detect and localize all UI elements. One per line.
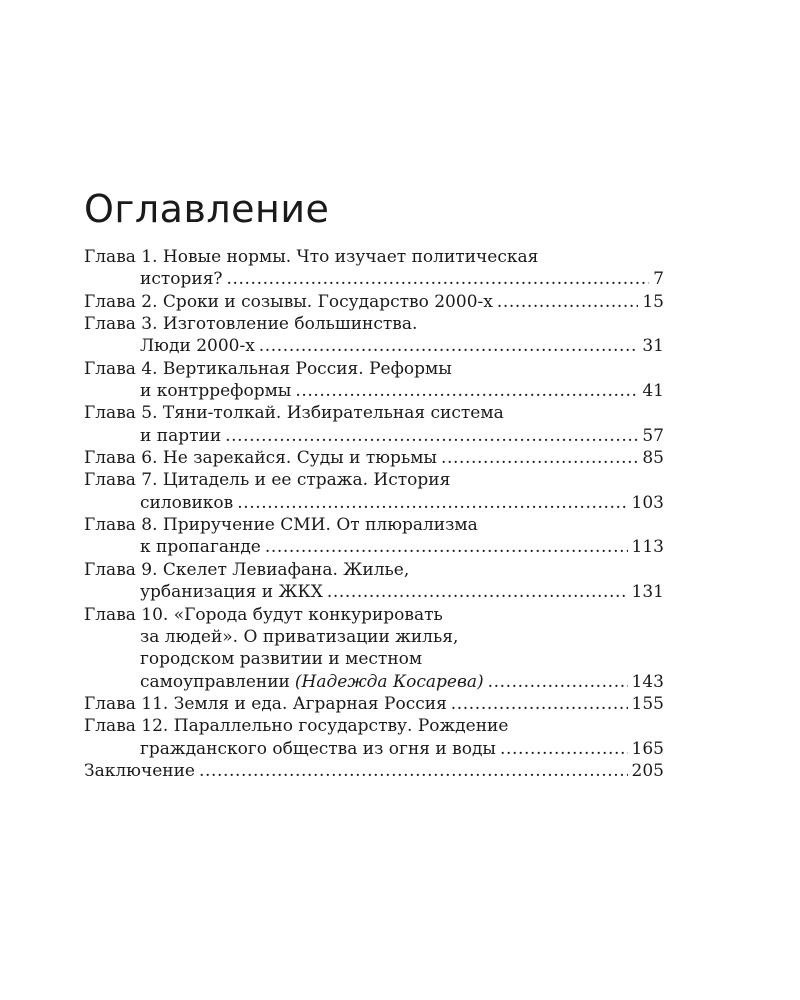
toc-entry[interactable] <box>84 604 664 693</box>
toc-entry-title-line <box>84 291 664 313</box>
dot-leader <box>225 425 638 447</box>
toc-page-number[interactable]: 131 <box>631 582 664 603</box>
toc-entry-text: Глава 9. Скелет Левиафана. Жилье, <box>84 559 410 580</box>
toc-entry-continuation-line <box>84 425 664 447</box>
dot-leader <box>500 738 628 760</box>
toc-entry-continuation-line <box>84 626 664 648</box>
toc-page-number[interactable]: 85 <box>642 448 664 469</box>
toc-entry-title-line <box>84 246 664 268</box>
toc-entry-continuation-line <box>84 335 664 357</box>
toc-entry-text: Заключение <box>84 760 195 781</box>
toc-entry-text: самоуправлении <box>140 671 290 692</box>
toc-entry-title-line <box>84 604 664 626</box>
toc-entry-title-line <box>84 559 664 581</box>
toc-entry[interactable] <box>84 291 664 313</box>
toc-entry-continuation-line <box>84 380 664 402</box>
toc-entry-text: Люди 2000-х <box>140 336 255 357</box>
toc-entry-text: к пропаганде <box>140 537 261 558</box>
toc-entry-text: Глава 3. Изготовление большинства. <box>84 314 418 335</box>
dot-leader <box>265 536 628 558</box>
toc-entry-text: Глава 4. Вертикальная Россия. Реформы <box>84 358 452 379</box>
toc-entry-text: Глава 6. Не зарекайся. Суды и тюрьмы <box>84 448 437 469</box>
toc-entry-continuation-line <box>84 536 664 558</box>
toc-page-number[interactable]: 143 <box>631 671 664 692</box>
dot-leader <box>441 447 638 469</box>
toc-entry-text: и партии <box>140 425 222 446</box>
toc-entry-text: Глава 8. Приручение СМИ. От плюрализма <box>84 515 478 536</box>
toc-page-number[interactable]: 31 <box>642 336 664 357</box>
dot-leader <box>451 693 628 715</box>
toc-entry-continuation-line <box>84 581 664 603</box>
toc-entry[interactable] <box>84 760 664 782</box>
toc-entry-continuation-line <box>84 268 664 290</box>
toc-entry-title-line <box>84 313 664 335</box>
toc-entry-title-line <box>84 402 664 424</box>
toc-page-number[interactable]: 57 <box>642 425 664 446</box>
toc-entry-title-line <box>84 760 664 782</box>
toc-entry-title-line <box>84 514 664 536</box>
toc-entry-text: Глава 12. Параллельно государству. Рождение <box>84 716 509 737</box>
toc-entry-text: гражданского общества из огня и воды <box>140 738 496 759</box>
toc-entry[interactable] <box>84 313 664 358</box>
toc-page-number[interactable]: 113 <box>631 537 664 558</box>
toc-entry[interactable] <box>84 469 664 514</box>
toc-entry-text: урбанизация и ЖКХ <box>140 582 323 603</box>
toc-entry-text: Глава 2. Сроки и созывы. Государство 2000-х <box>84 291 493 312</box>
toc-entry-title-line <box>84 715 664 737</box>
toc-entry-title-line <box>84 358 664 380</box>
toc-entry-text: и контрреформы <box>140 381 292 402</box>
toc-entry[interactable] <box>84 447 664 469</box>
toc-entry[interactable] <box>84 246 664 291</box>
toc-page-number[interactable]: 103 <box>631 492 664 513</box>
toc-entry-continuation-line <box>84 738 664 760</box>
toc-entry-continuation-line <box>84 492 664 514</box>
dot-leader <box>497 291 639 313</box>
toc-entry[interactable] <box>84 402 664 447</box>
toc-entry-continuation-line <box>84 648 664 670</box>
toc-page-number[interactable]: 7 <box>653 269 664 290</box>
dot-leader <box>237 492 627 514</box>
toc-entry[interactable] <box>84 715 664 760</box>
toc-entry-text: Глава 11. Земля и еда. Аграрная Россия <box>84 693 447 714</box>
toc-page-number[interactable]: 205 <box>631 760 664 781</box>
toc-entry-text: история? <box>140 269 223 290</box>
toc-page-number[interactable]: 155 <box>631 693 664 714</box>
toc-entry-text: Глава 5. Тяни-толкай. Избирательная система <box>84 403 504 424</box>
toc-entry-text: силовиков <box>140 492 234 513</box>
toc-entry-text: Глава 1. Новые нормы. Что изучает политическая <box>84 247 539 267</box>
toc-page-number[interactable]: 15 <box>642 291 664 312</box>
toc-entry-text: за людей». О приватизации жилья, <box>140 626 459 647</box>
toc-entry-continuation-line <box>84 671 664 693</box>
toc-entry[interactable] <box>84 693 664 715</box>
dot-leader <box>488 671 628 693</box>
toc-entry-text: Глава 10. «Города будут конкурировать <box>84 604 443 625</box>
toc-entry[interactable] <box>84 358 664 403</box>
dot-leader <box>199 760 628 782</box>
toc-entry-text: Глава 7. Цитадель и ее стража. История <box>84 470 451 491</box>
toc-page-number[interactable]: 165 <box>631 738 664 759</box>
toc-entry[interactable] <box>84 514 664 559</box>
dot-leader <box>259 335 639 357</box>
dot-leader <box>327 581 628 603</box>
dot-leader <box>295 380 638 402</box>
toc-page-number[interactable]: 41 <box>642 381 664 402</box>
toc-entry-title-line <box>84 693 664 715</box>
toc-entry[interactable] <box>84 559 664 604</box>
page-title: Оглавление <box>84 187 330 231</box>
dot-leader <box>227 268 650 290</box>
toc-entry-author: (Надежда Косарева) <box>294 671 484 692</box>
toc-entry-title-line <box>84 447 664 469</box>
toc-entry-title-line <box>84 469 664 491</box>
table-of-contents <box>84 246 664 782</box>
toc-entry-text: городском развитии и местном <box>140 649 423 670</box>
